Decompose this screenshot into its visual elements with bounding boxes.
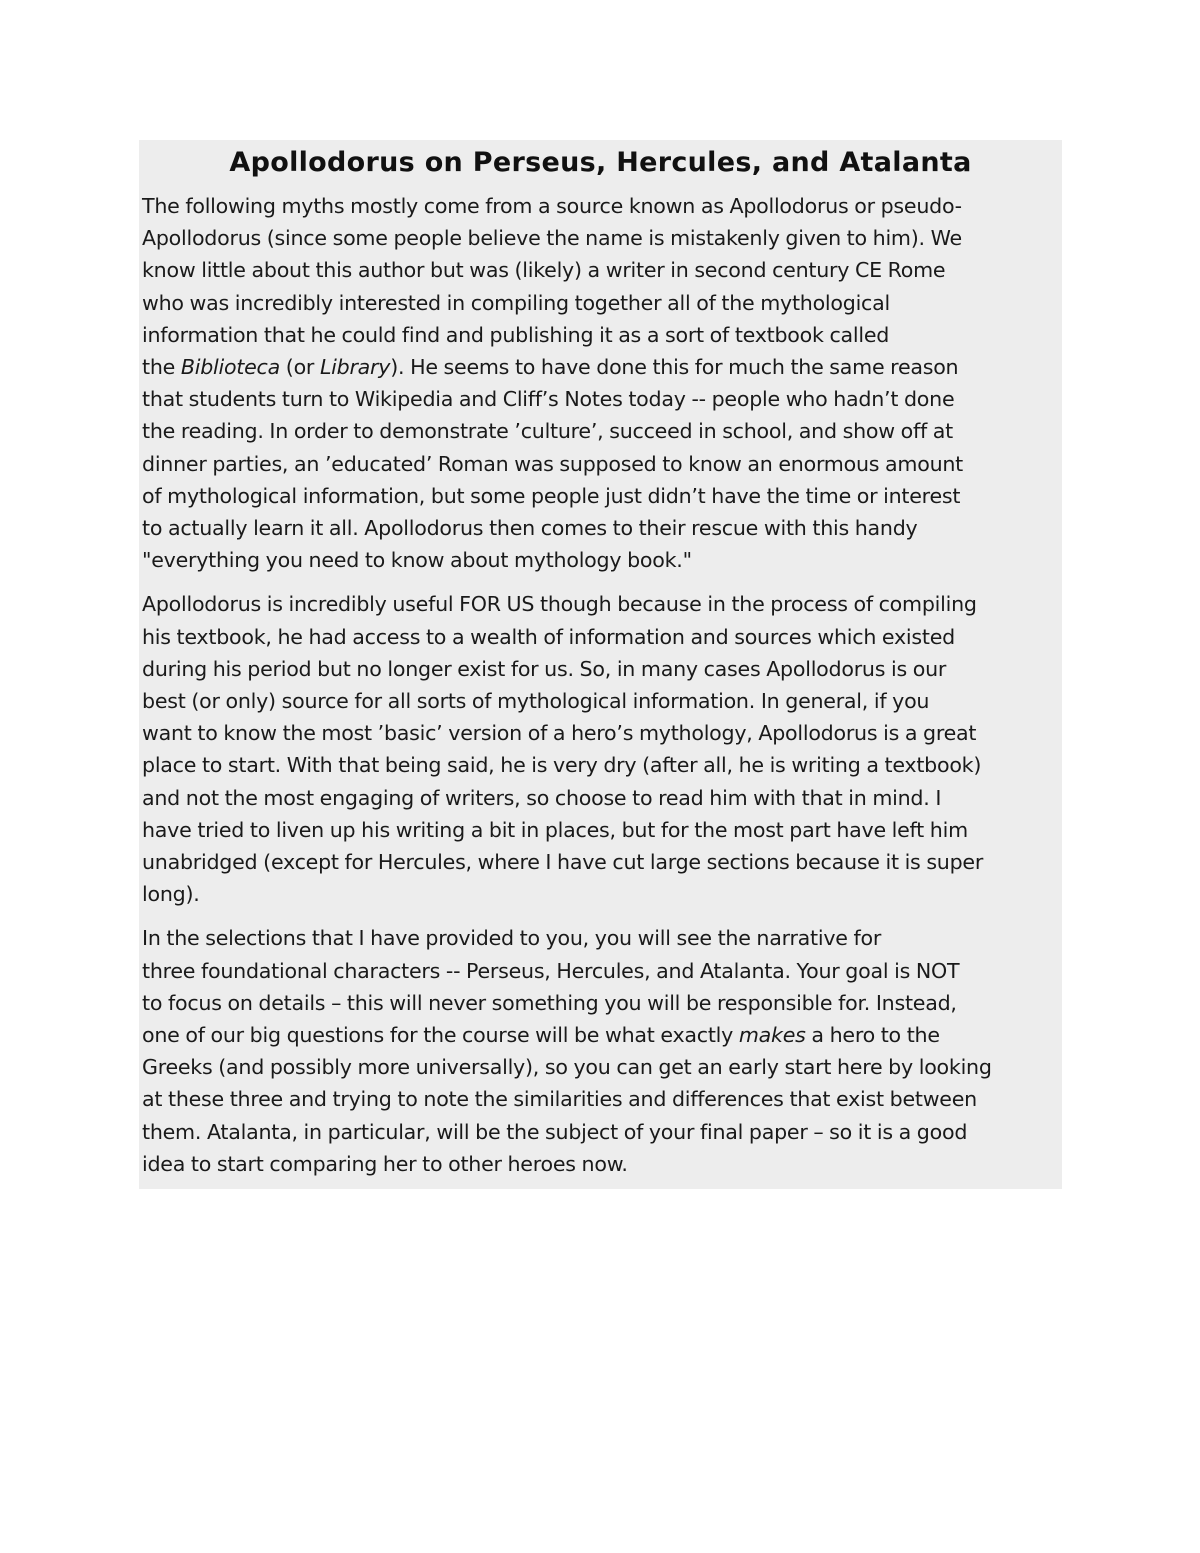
text-line: during his period but no longer exist for us. So, in many cases Apollodorus is our <box>142 656 947 681</box>
text-line <box>142 351 1059 383</box>
text-line: and not the most engaging of writers, so choose to read him with that in mind. I <box>142 785 942 810</box>
text-line: best (or only) source for all sorts of mythological information. In general, if you <box>142 689 930 714</box>
book-title-biblioteca: Biblioteca <box>180 355 280 380</box>
paragraph-intro <box>142 190 1059 576</box>
text-line: to focus on details – this will never something you will be responsible for. Instead, <box>142 990 957 1015</box>
text-line: who was incredibly interested in compiling together all of the mythological <box>142 290 890 315</box>
text-run: one of our big questions for the course will be what exactly <box>142 1023 739 1048</box>
text-line: idea to start comparing her to other heroes now. <box>142 1151 628 1176</box>
text-run: ). He seems to have done this for much the same reason <box>390 355 959 380</box>
text-line <box>142 1019 1059 1051</box>
text-line: "everything you need to know about mythology book." <box>142 548 692 573</box>
text-line: In the selections that I have provided to you, you will see the narrative for <box>142 926 882 951</box>
paragraph-usefulness <box>142 588 1059 910</box>
text-line: unabridged (except for Hercules, where I have cut large sections because it is super <box>142 850 984 875</box>
text-line: information that he could find and publishing it as a sort of textbook called <box>142 322 890 347</box>
emphasis-makes: makes <box>738 1023 806 1048</box>
text-line: long). <box>142 882 200 907</box>
paragraph-selections <box>142 922 1059 1180</box>
text-run: a hero to the <box>805 1023 940 1048</box>
text-line: Apollodorus (since some people believe the name is mistakenly given to him). We <box>142 226 962 251</box>
text-line: to actually learn it all. Apollodorus then comes to their rescue with this handy <box>142 516 918 541</box>
text-line: three foundational characters -- Perseus, Hercules, and Atalanta. Your goal is NOT <box>142 958 960 983</box>
book-title-library: Library <box>319 355 391 380</box>
text-line: dinner parties, an ’educated’ Roman was supposed to know an enormous amount <box>142 451 964 476</box>
text-run: the <box>142 355 181 380</box>
text-line: Greeks (and possibly more universally), so you can get an early start here by looking <box>142 1055 992 1080</box>
document-title: Apollodorus on Perseus, Hercules, and Atalanta <box>229 147 972 178</box>
text-line: at these three and trying to note the similarities and differences that exist between <box>142 1087 977 1112</box>
text-line: know little about this author but was (likely) a writer in second century CE Rome <box>142 258 946 283</box>
text-line: The following myths mostly come from a source known as Apollodorus or pseudo- <box>142 194 962 218</box>
text-line: his textbook, he had access to a wealth of information and sources which existed <box>142 624 955 649</box>
text-line: have tried to liven up his writing a bit in places, but for the most part have left him <box>142 817 968 842</box>
text-line: want to know the most ’basic’ version of a hero’s mythology, Apollodorus is a great <box>142 721 977 746</box>
document-body <box>139 140 1062 1189</box>
text-line: that students turn to Wikipedia and Cliff’s Notes today -- people who hadn’t done <box>142 387 955 412</box>
text-line: place to start. With that being said, he is very dry (after all, he is writing a textbook) <box>142 753 982 778</box>
text-run: (or <box>280 355 320 380</box>
text-line: of mythological information, but some people just didn’t have the time or interest <box>142 483 961 508</box>
text-line: the reading. In order to demonstrate ’culture’, succeed in school, and show off at <box>142 419 953 444</box>
text-line: Apollodorus is incredibly useful FOR US though because in the process of compiling <box>142 592 977 617</box>
text-line: them. Atalanta, in particular, will be the subject of your final paper – so it is a good <box>142 1119 968 1144</box>
